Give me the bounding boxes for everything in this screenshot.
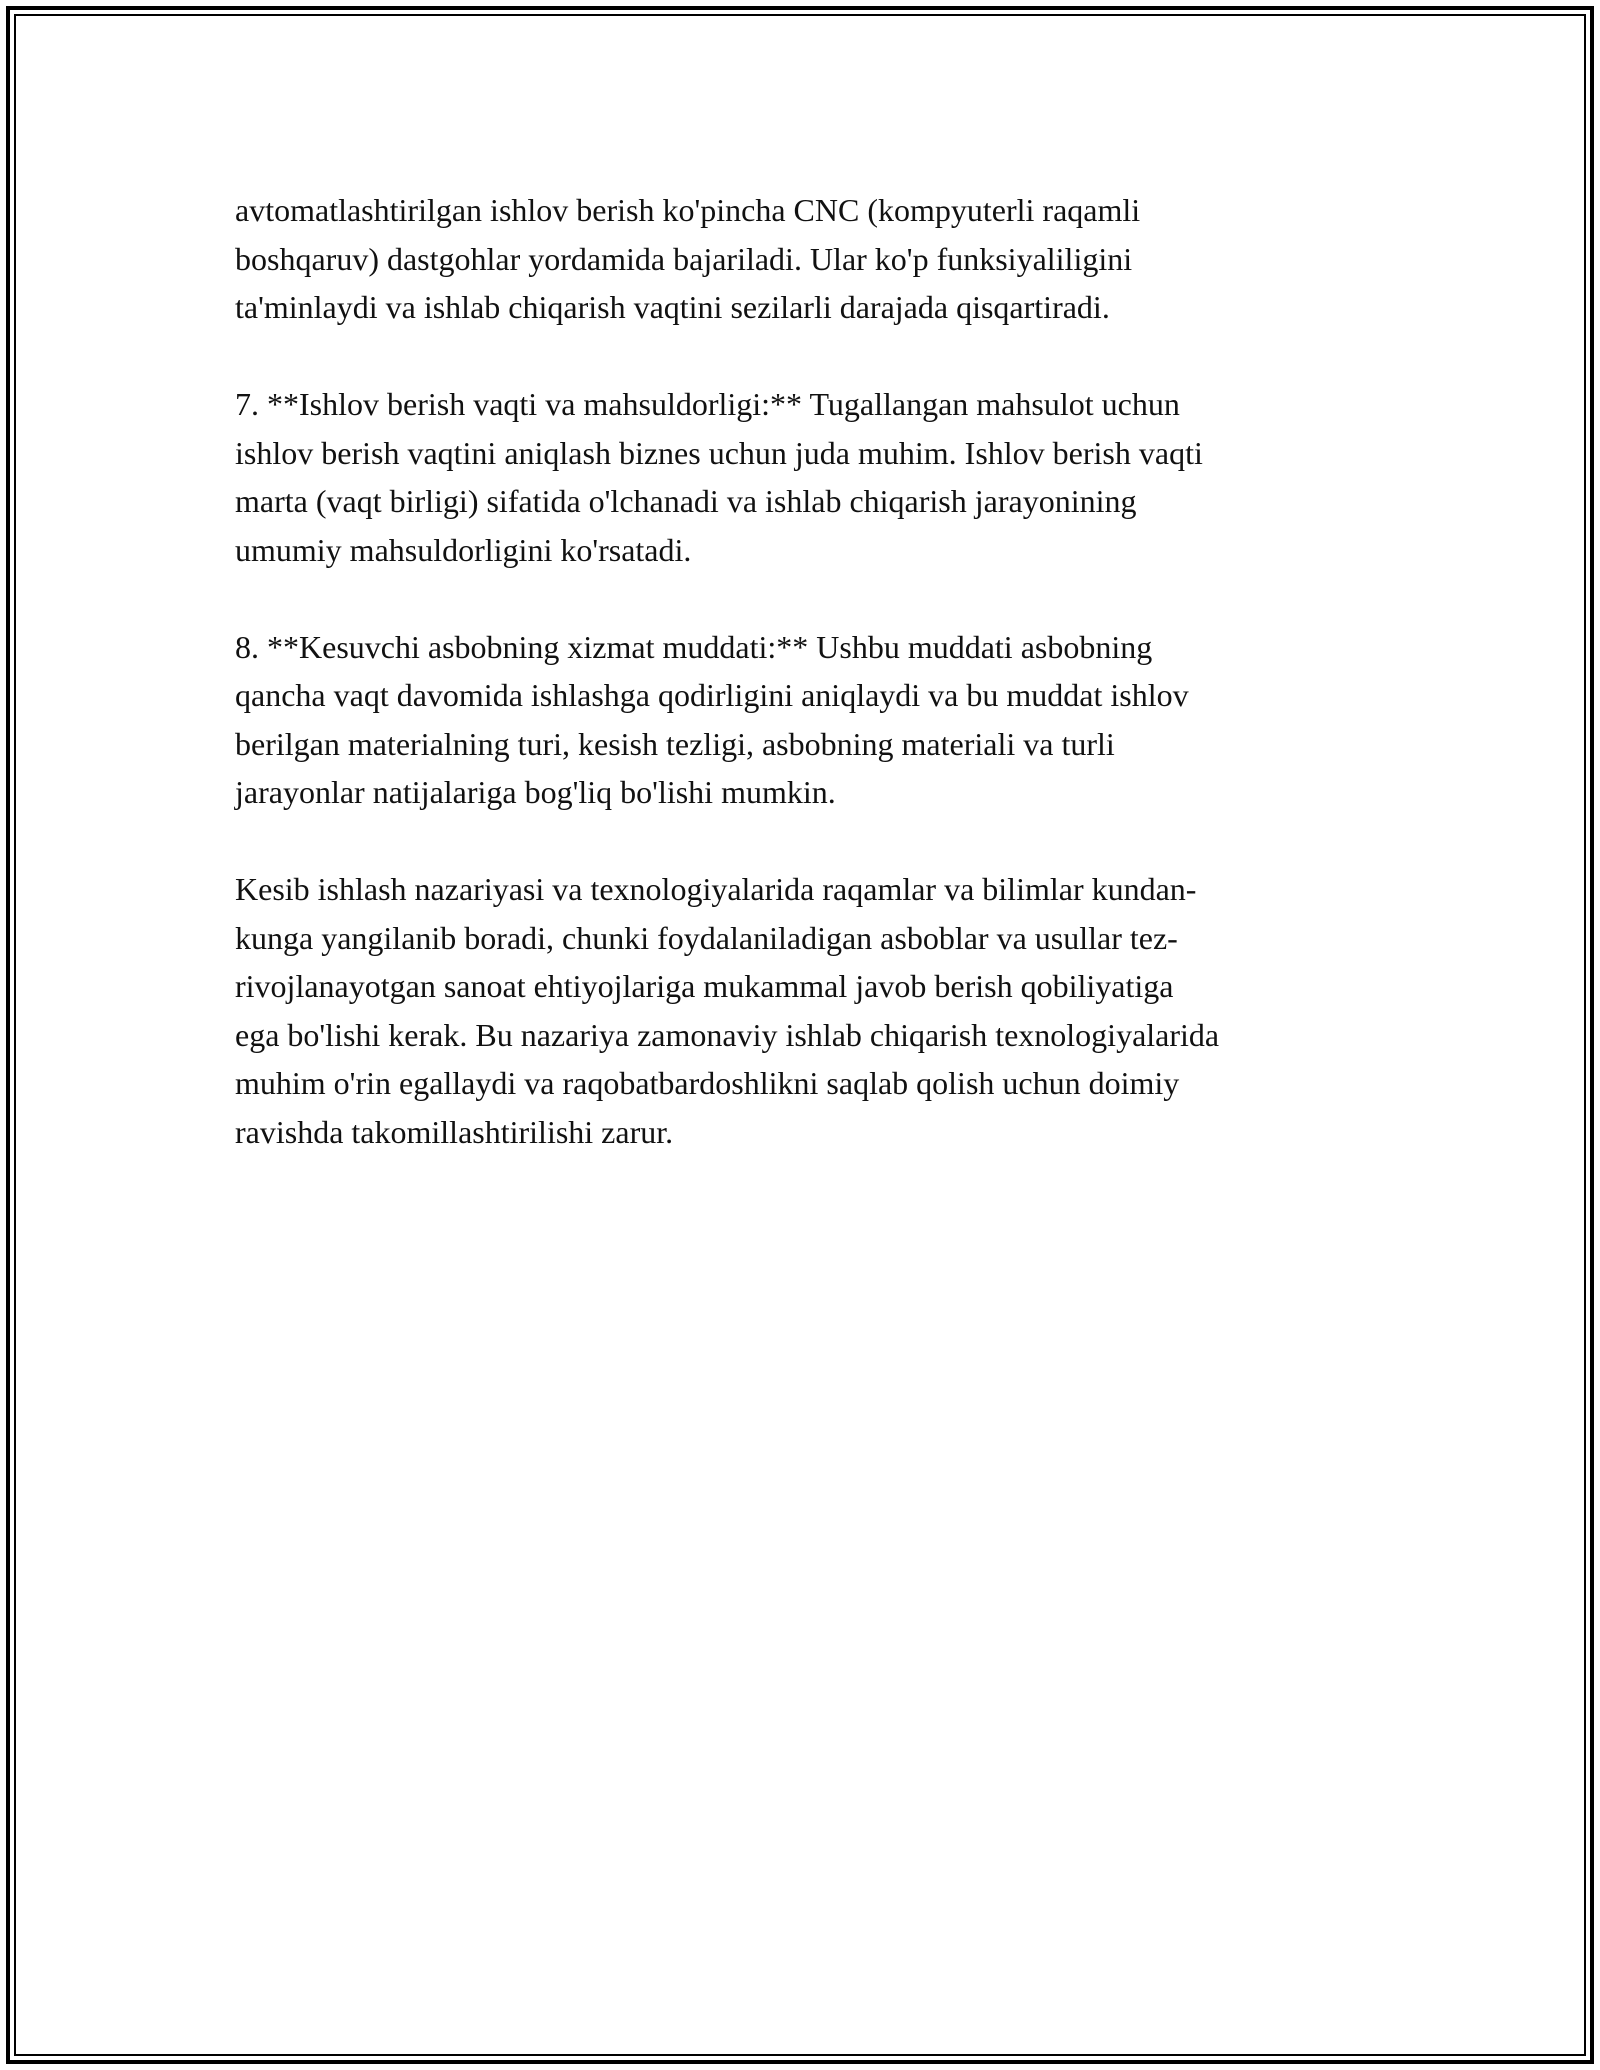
document-body [235, 186, 1385, 1205]
paragraph-tool-life: 8. **Kesuvchi asbobning xizmat muddati:** Ushbu muddati asbobning qancha vaqt davomida ishlashga qodirligini aniqlaydi va bu muddat ishlov berilgan materialning turi, kesish tezligi, asbobning materiali va turli jarayonlar natijalariga bog'liq bo'lishi mumkin. [235, 628, 1189, 810]
paragraph-machining-time: 7. **Ishlov berish vaqti va mahsuldorligi:** Tugallangan mahsulot uchun ishlov berish vaqtini aniqlash biznes uchun juda muhim. Ishlov berish vaqti marta (vaqt birligi) sifatida o'lchanadi va ishlab chiqarish jarayonining umumiy mahsuldorligini ko'rsatadi. [235, 386, 1203, 568]
paragraph-conclusion: Kesib ishlash nazariyasi va texnologiyalarida raqamlar va bilimlar kundan- kunga yangilanib boradi, chunki foydalaniladigan asboblar va usullar tez- rivojlanayotgan sanoat ehtiyojlariga mukammal javob berish qobiliyatiga ega bo'lishi kerak. Bu nazariya zamonaviy ishlab chiqarish texnologiyalarida muhim o'rin egallaydi va raqobatbardoshlikni saqlab qolish uchun doimiy ravishda takomillashtirilishi zarur. [235, 871, 1220, 1150]
paragraph-cnc-machining: avtomatlashtirilgan ishlov berish ko'pincha CNC (kompyuterli raqamli boshqaruv) dastgohlar yordamida bajariladi. Ular ko'p funksiyaliligini ta'minlaydi va ishlab chiqarish vaqtini sezilarli darajada qisqartiradi. [235, 192, 1141, 325]
